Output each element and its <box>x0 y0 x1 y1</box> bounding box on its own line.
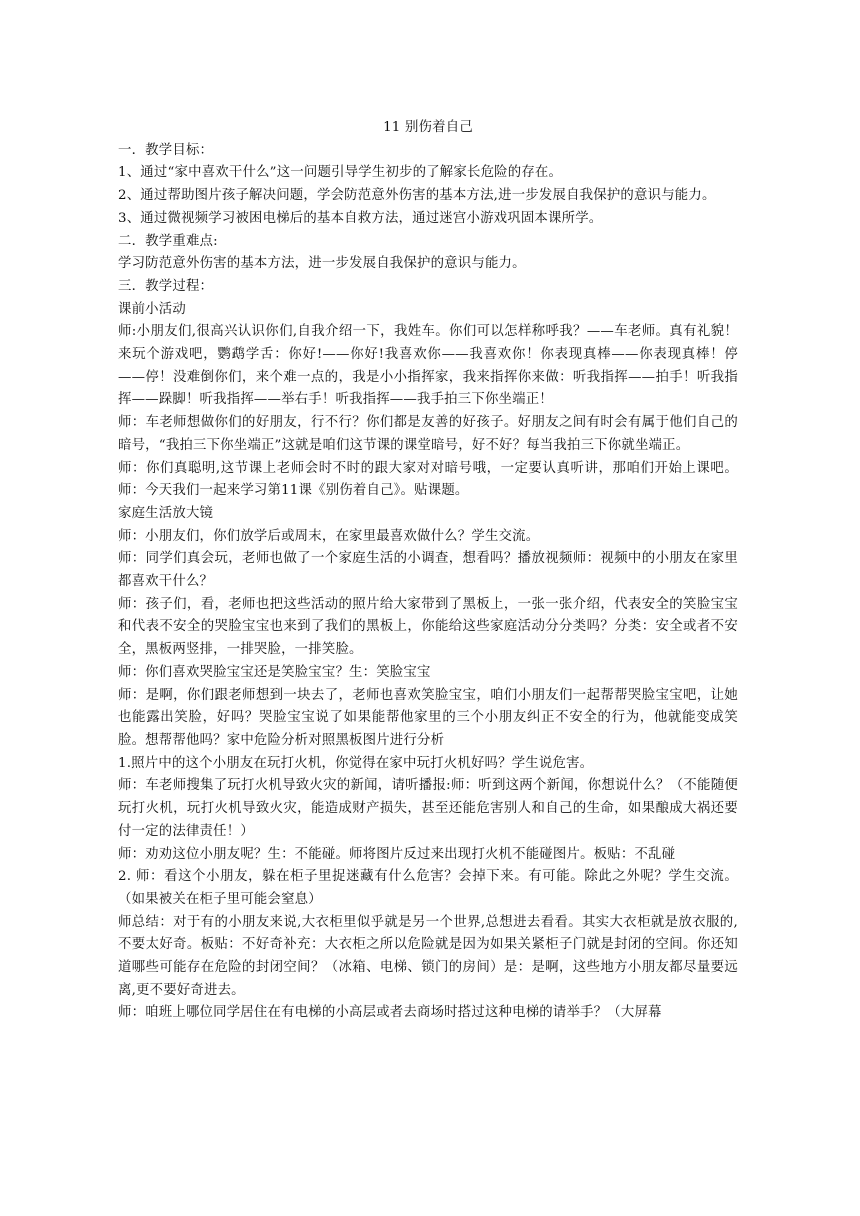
paragraph: 三．教学过程： <box>118 278 214 294</box>
paragraph: 课前小活动 <box>118 301 186 317</box>
paragraph: 师：同学们真会玩，老师也做了一个家庭生活的小调查，想看吗？播放视频师：视频中的小朋友在家里都喜欢干什么？ <box>118 551 738 590</box>
paragraph: 师：孩子们，看，老师也把这些活动的照片给大家带到了黑板上，一张一张介绍，代表安全的笑脸宝宝和代表不安全的哭脸宝宝也来到了我们的黑板上，你能给这些家庭活动分分类吗？分类：安全或者不安全，黑板两竖排，一排哭脸，一排笑脸。 <box>118 596 738 658</box>
paragraph: 3、通过微视频学习被困电梯后的基本自救方法，通过迷宫小游戏巩固本课所学。 <box>118 210 603 226</box>
paragraph: 二．教学重难点: <box>118 233 218 249</box>
paragraph: 师：你们真聪明,这节课上老师会时不时的跟大家对对暗号哦，一定要认真听讲，那咱们开始上课吧。师：今天我们一起来学习第11课《别伤着自己》。贴课题。 <box>118 460 738 499</box>
paragraph: 2、通过帮助图片孩子解决问题，学会防范意外伤害的基本方法,进一步发展自我保护的意识与能力。 <box>118 188 716 204</box>
paragraph: 师：你们喜欢哭脸宝宝还是笑脸宝宝？生：笑脸宝宝 <box>118 664 431 680</box>
paragraph: 1、通过“家中喜欢干什么”这一问题引导学生初步的了解家长危险的存在。 <box>118 165 563 181</box>
document-page <box>118 117 738 1025</box>
paragraph: 2. 师：看这个小朋友，躲在柜子里捉迷藏有什么危害？会掉下来。有可能。除此之外呢？学生交流。（如果被关在柜子里可能会窒息） <box>118 869 738 907</box>
paragraph: 师：车老师搜集了玩打火机导致火灾的新闻，请听播报:师：听到这两个新闻，你想说什么？（不能随便玩打火机，玩打火机导致火灾，能造成财产损失，甚至还能危害别人和自己的生命，如果酿成大祸还要付一定的法律责任！） <box>118 778 738 839</box>
paragraph: 家庭生活放大镜 <box>118 505 214 521</box>
paragraph: 师：车老师想做你们的好朋友，行不行？你们都是友善的好孩子。好朋友之间有时会有属于他们自己的暗号，“我拍三下你坐端正”这就是咱们这节课的课堂暗号，好不好？每当我拍三下你就坐端正。 <box>118 415 738 453</box>
document-title: 11 别伤着自己 <box>383 120 473 135</box>
paragraph: 师：咱班上哪位同学居住在有电梯的小高层或者去商场时搭过这种电梯的请举手？（大屏幕 <box>118 1005 662 1021</box>
paragraph: 师：是啊，你们跟老师想到一块去了，老师也喜欢笑脸宝宝，咱们小朋友们一起帮帮哭脸宝宝吧，让她也能露出笑脸，好吗？哭脸宝宝说了如果能帮他家里的三个小朋友纠正不安全的行为，他就能变成笑脸。想帮帮他吗？家中危险分析对照黑板图片进行分析 <box>118 687 738 748</box>
paragraph: 学习防范意外伤害的基本方法，进一步发展自我保护的意识与能力。 <box>118 256 526 272</box>
paragraph: 师:小朋友们,很高兴认识你们,自我介绍一下，我姓车。你们可以怎样称呼我？——车老师。真有礼貌！来玩个游戏吧，鹦鹉学舌：你好!——你好!我喜欢你——我喜欢你！你表现真棒——你表现真棒！停——停！没难倒你们，来个难一点的，我是小小指挥家，我来指挥你来做：听我指挥——拍手！听我指挥——跺脚！听我指挥——举右手！听我指挥——我手拍三下你坐端正！ <box>118 324 738 408</box>
paragraph: 师：劝劝这位小朋友呢？生：不能碰。师将图片反过来出现打火机不能碰图片。板贴：不乱碰 <box>118 846 676 862</box>
paragraph: 师总结：对于有的小朋友来说,大衣柜里似乎就是另一个世界,总想进去看看。其实大衣柜就是放衣服的,不要太好奇。板贴：不好奇补充：大衣柜之所以危险就是因为如果关紧柜子门就是封闭的空间。你还知道哪些可能存在危险的封闭空间？（冰箱、电梯、锁门的房间）是：是啊，这些地方小朋友都尽量要远离,更不要好奇进去。 <box>118 914 738 998</box>
document-body <box>118 140 738 1025</box>
paragraph: 1.照片中的这个小朋友在玩打火机，你觉得在家中玩打火机好吗？学生说危害。 <box>118 755 594 771</box>
paragraph: 师：小朋友们，你们放学后或周末，在家里最喜欢做什么？学生交流。 <box>118 528 540 544</box>
paragraph: 一．教学目标： <box>118 142 214 158</box>
